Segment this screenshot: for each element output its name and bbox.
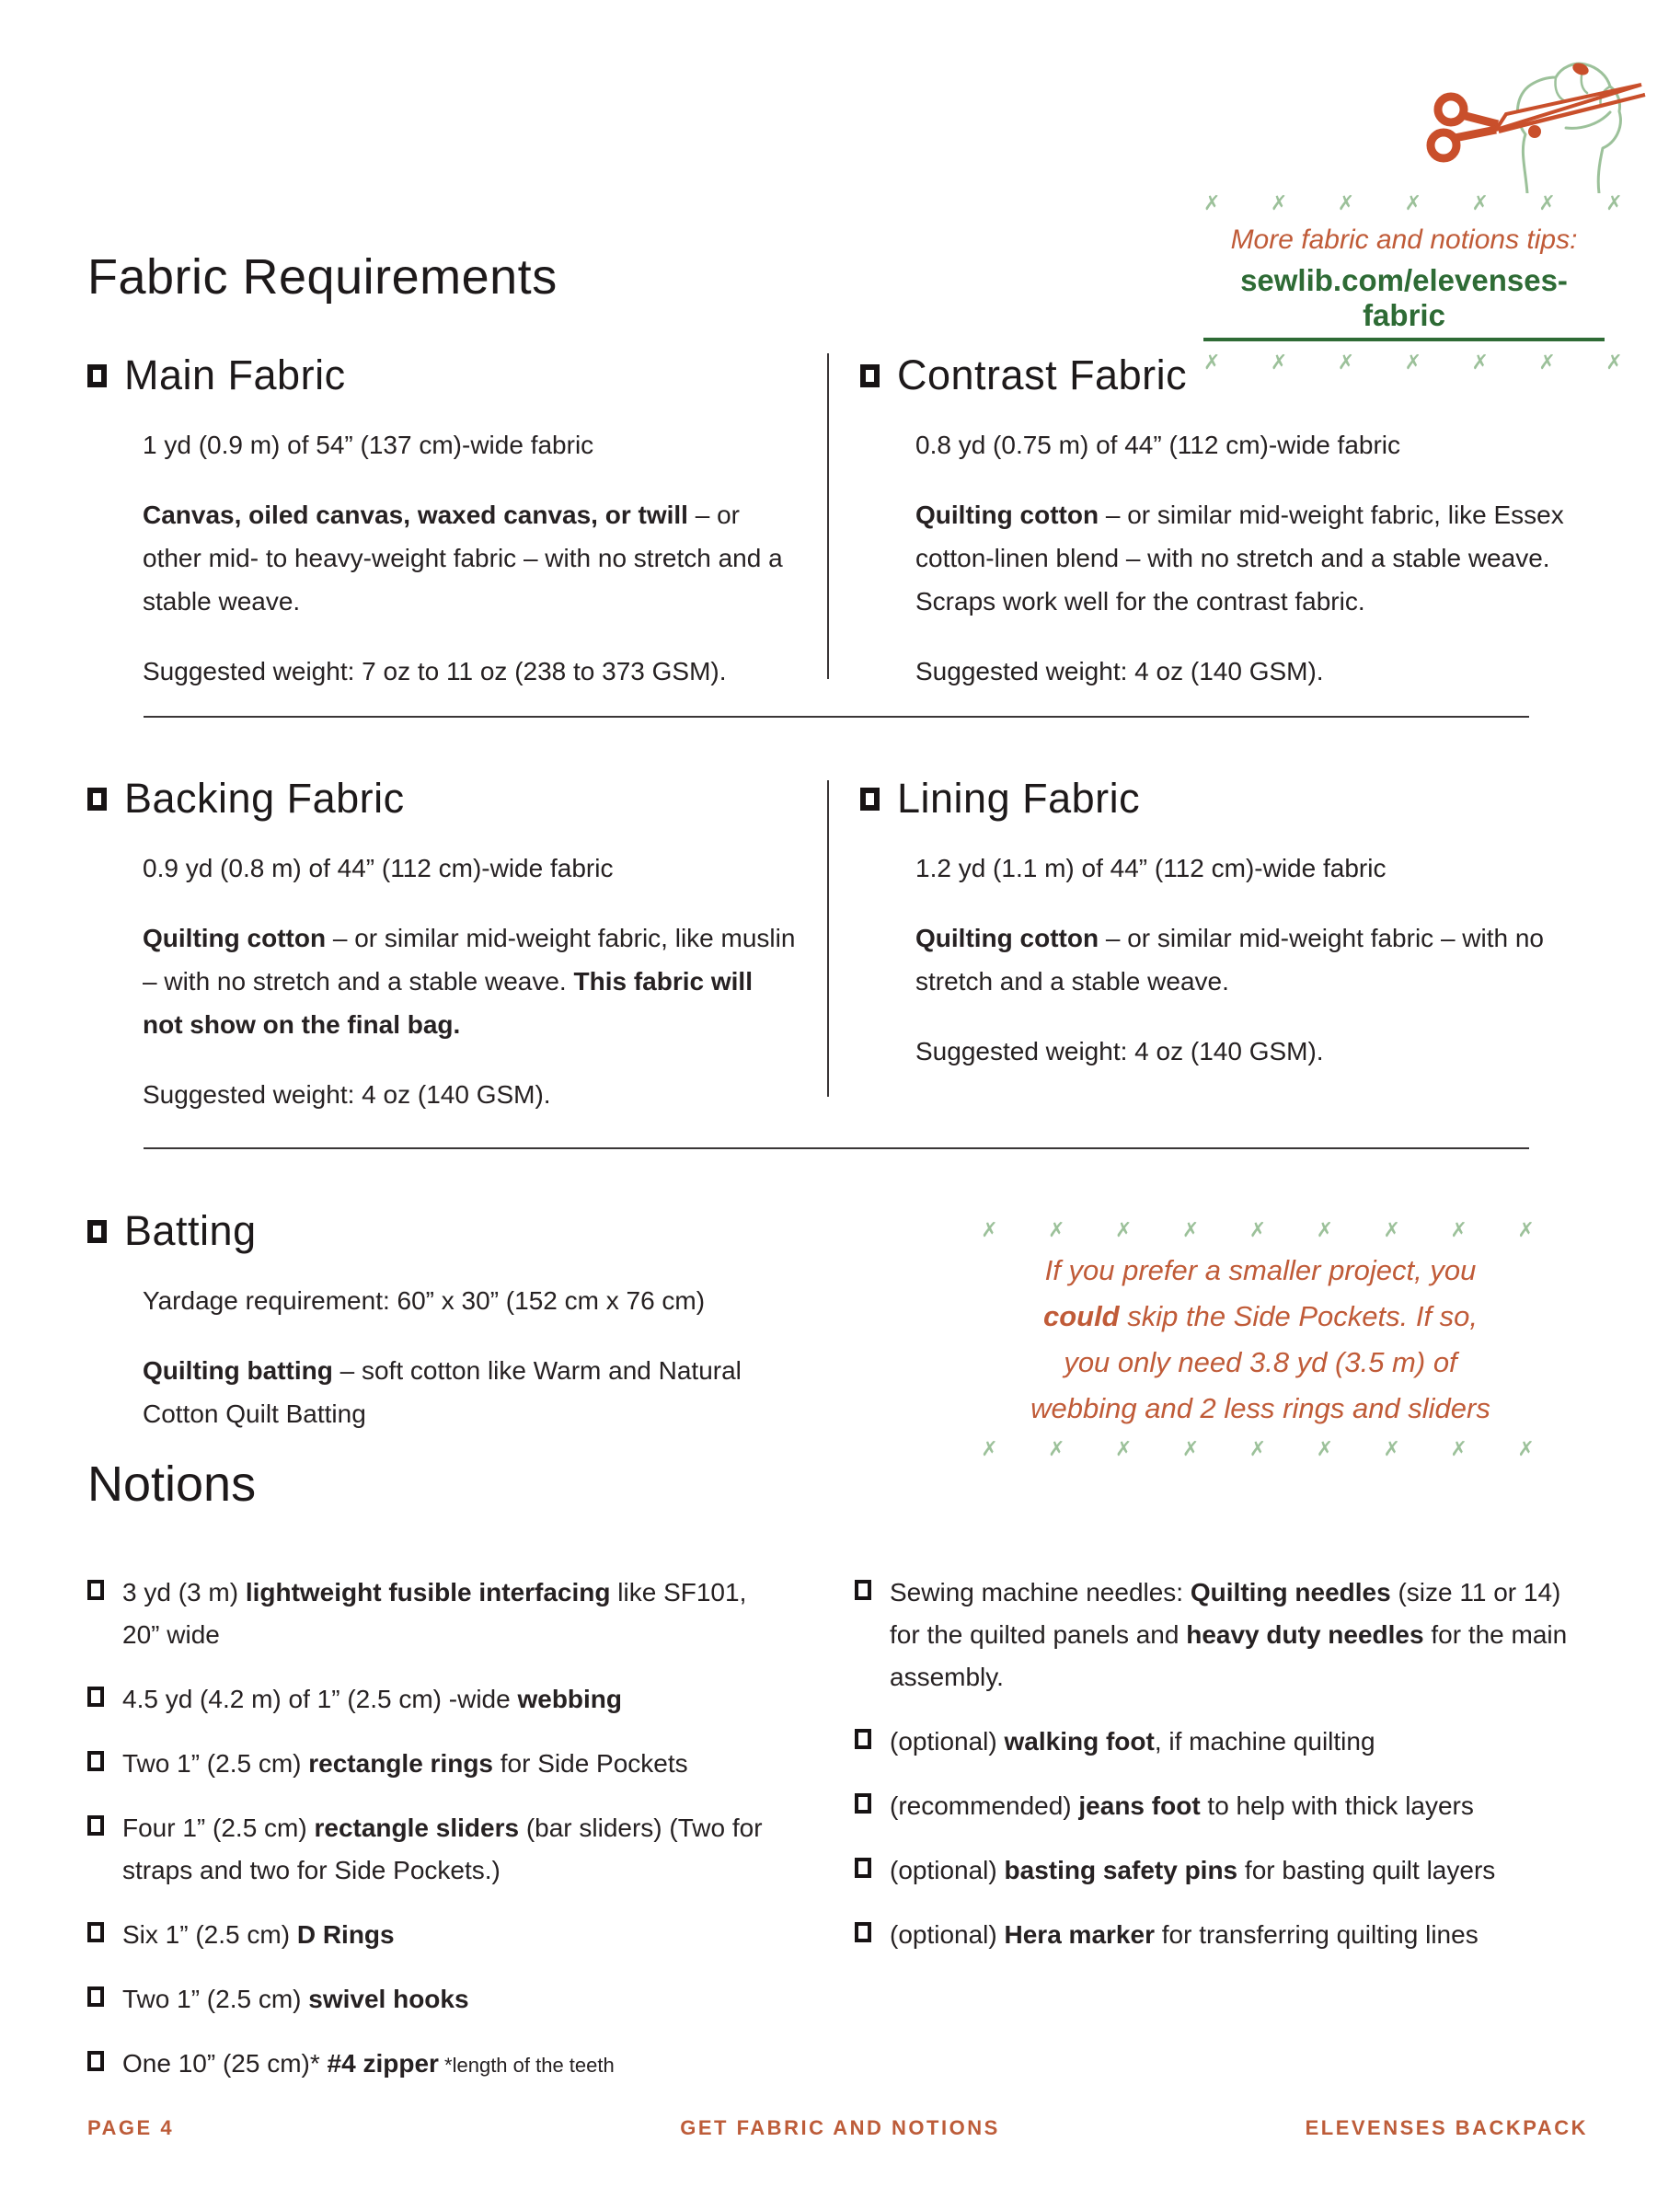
notion-text: (optional) walking foot, if machine quilting [890, 1727, 1375, 1756]
notion-text: Sewing machine needles: Quilting needles (size 11 or 14) for the quilted panels and heavy duty needles for the main assembly. [890, 1578, 1568, 1691]
notions-title: Notions [87, 1457, 257, 1512]
notion-text: 4.5 yd (4.2 m) of 1” (2.5 cm) -wide webbing [122, 1685, 623, 1713]
tips-label: More fabric and notions tips: [1230, 225, 1578, 255]
section-backing-fabric [87, 775, 814, 1116]
row-divider [144, 1147, 1529, 1149]
footer-page-number: PAGE 4 [87, 2116, 175, 2139]
list-item [87, 1978, 766, 2021]
list-item [855, 1572, 1572, 1699]
fabric-description: Canvas, oiled canvas, waxed canvas, or twill – or other mid- to heavy-weight fabric – with no stretch and a stable weave. [143, 501, 783, 616]
section-title: Backing Fabric [124, 775, 405, 822]
notion-text: (optional) Hera marker for transferring quilting lines [890, 1920, 1479, 1949]
checkbox-icon [87, 1580, 104, 1600]
list-item [87, 1914, 766, 1956]
notion-text: Two 1” (2.5 cm) rectangle rings for Side Pockets [122, 1749, 688, 1778]
section-title: Contrast Fabric [897, 351, 1188, 398]
yardage-text: 1.2 yd (1.1 m) of 44” (112 cm)-wide fabric [915, 854, 1387, 882]
suggested-weight: Suggested weight: 4 oz (140 GSM). [915, 657, 1324, 685]
footer-pattern-name: ELEVENSES BACKPACK [1305, 2116, 1588, 2139]
yardage-text: Yardage requirement: 60” x 30” (152 cm x 76 cm) [143, 1286, 706, 1315]
section-contrast-fabric [860, 351, 1587, 693]
stitch-row-icon: ✗ ✗ ✗ ✗ ✗ ✗ ✗ [1203, 191, 1628, 214]
notion-text: Two 1” (2.5 cm) swivel hooks [122, 1985, 469, 2013]
list-item [87, 1572, 766, 1656]
row-divider [144, 716, 1529, 718]
side-note-line: webbing and 2 less rings and sliders [1030, 1392, 1490, 1424]
list-item [87, 1807, 766, 1892]
section-title: Main Fabric [124, 351, 346, 398]
side-note-line: If you prefer a smaller project, you [1044, 1254, 1477, 1286]
stitch-row-icon: ✗ ✗ ✗ ✗ ✗ ✗ ✗ [1203, 351, 1628, 374]
suggested-weight: Suggested weight: 4 oz (140 GSM). [143, 1080, 551, 1109]
notion-text: Six 1” (2.5 cm) D Rings [122, 1920, 395, 1949]
list-item [855, 1785, 1572, 1827]
fabric-description: Quilting batting – soft cotton like Warm and Natural Cotton Quilt Batting [143, 1356, 742, 1428]
notions-list-right [855, 1572, 1572, 1978]
yardage-text: 1 yd (0.9 m) of 54” (137 cm)-wide fabric [143, 431, 594, 459]
fabric-description: Quilting cotton – or similar mid-weight fabric, like Essex cotton-linen blend – with no stretch and a stable weave. Scraps work well for the contrast fabric. [915, 501, 1564, 616]
checkbox-icon [87, 2051, 104, 2071]
list-item [855, 1849, 1572, 1892]
section-batting [87, 1207, 814, 1435]
checkbox-icon [855, 1793, 871, 1814]
list-item [87, 2043, 766, 2087]
checkbox-icon [860, 788, 880, 811]
checkbox-icon [87, 1751, 104, 1771]
suggested-weight: Suggested weight: 4 oz (140 GSM). [915, 1037, 1324, 1065]
scissors-illustration [1417, 39, 1654, 193]
notion-text: (recommended) jeans foot to help with thick layers [890, 1791, 1474, 1820]
checkbox-icon [87, 1220, 107, 1243]
checkbox-icon [855, 1729, 871, 1749]
checkbox-icon [87, 1922, 104, 1942]
footer-section-name: GET FABRIC AND NOTIONS [680, 2116, 1000, 2139]
hand-holding-scissors-icon [1417, 39, 1654, 193]
section-title: Batting [124, 1207, 257, 1254]
stitch-row-icon: ✗ ✗ ✗ ✗ ✗ ✗ ✗ ✗ ✗ [981, 1218, 1540, 1241]
checkbox-icon [87, 1815, 104, 1836]
column-divider [827, 780, 829, 1097]
checkbox-icon [855, 1922, 871, 1942]
notion-text: One 10” (25 cm)* #4 zipper *length of the teeth [122, 2049, 615, 2078]
list-item [87, 1678, 766, 1721]
suggested-weight: Suggested weight: 7 oz to 11 oz (238 to 373 GSM). [143, 657, 727, 685]
fabric-description: Quilting cotton – or similar mid-weight fabric, like muslin – with no stretch and a stable weave. This fabric will not show on the final bag. [143, 924, 796, 1039]
tips-link[interactable]: sewlib.com/elevenses-fabric [1203, 263, 1605, 341]
page-title: Fabric Requirements [87, 249, 558, 305]
side-note-line: could skip the Side Pockets. If so, [1042, 1300, 1479, 1332]
list-item [855, 1914, 1572, 1956]
list-item [855, 1721, 1572, 1763]
checkbox-icon [87, 364, 107, 387]
list-item [87, 1743, 766, 1785]
stitch-row-icon: ✗ ✗ ✗ ✗ ✗ ✗ ✗ ✗ ✗ [981, 1437, 1540, 1460]
checkbox-icon [855, 1580, 871, 1600]
fabric-description: Quilting cotton – or similar mid-weight fabric – with no stretch and a stable weave. [915, 924, 1545, 996]
yardage-text: 0.9 yd (0.8 m) of 44” (112 cm)-wide fabric [143, 854, 614, 882]
checkbox-icon [87, 788, 107, 811]
page-footer [0, 2116, 1680, 2153]
column-divider [827, 353, 829, 679]
yardage-text: 0.8 yd (0.75 m) of 44” (112 cm)-wide fabric [915, 431, 1401, 459]
section-main-fabric [87, 351, 814, 693]
section-title: Lining Fabric [897, 775, 1141, 822]
tips-block [1203, 191, 1628, 374]
notions-list-left [87, 1572, 766, 2109]
section-lining-fabric [860, 775, 1587, 1073]
notion-text: Four 1” (2.5 cm) rectangle sliders (bar sliders) (Two for straps and two for Side Pockets.) [122, 1814, 763, 1884]
checkbox-icon [87, 1986, 104, 2007]
side-note-line: you only need 3.8 yd (3.5 m) of [1064, 1346, 1457, 1378]
checkbox-icon [860, 364, 880, 387]
checkbox-icon [87, 1687, 104, 1707]
side-note [927, 1213, 1594, 1467]
checkbox-icon [855, 1858, 871, 1878]
notion-text: (optional) basting safety pins for basting quilt layers [890, 1856, 1496, 1884]
notion-text: 3 yd (3 m) lightweight fusible interfacing like SF101, 20” wide [122, 1578, 747, 1649]
